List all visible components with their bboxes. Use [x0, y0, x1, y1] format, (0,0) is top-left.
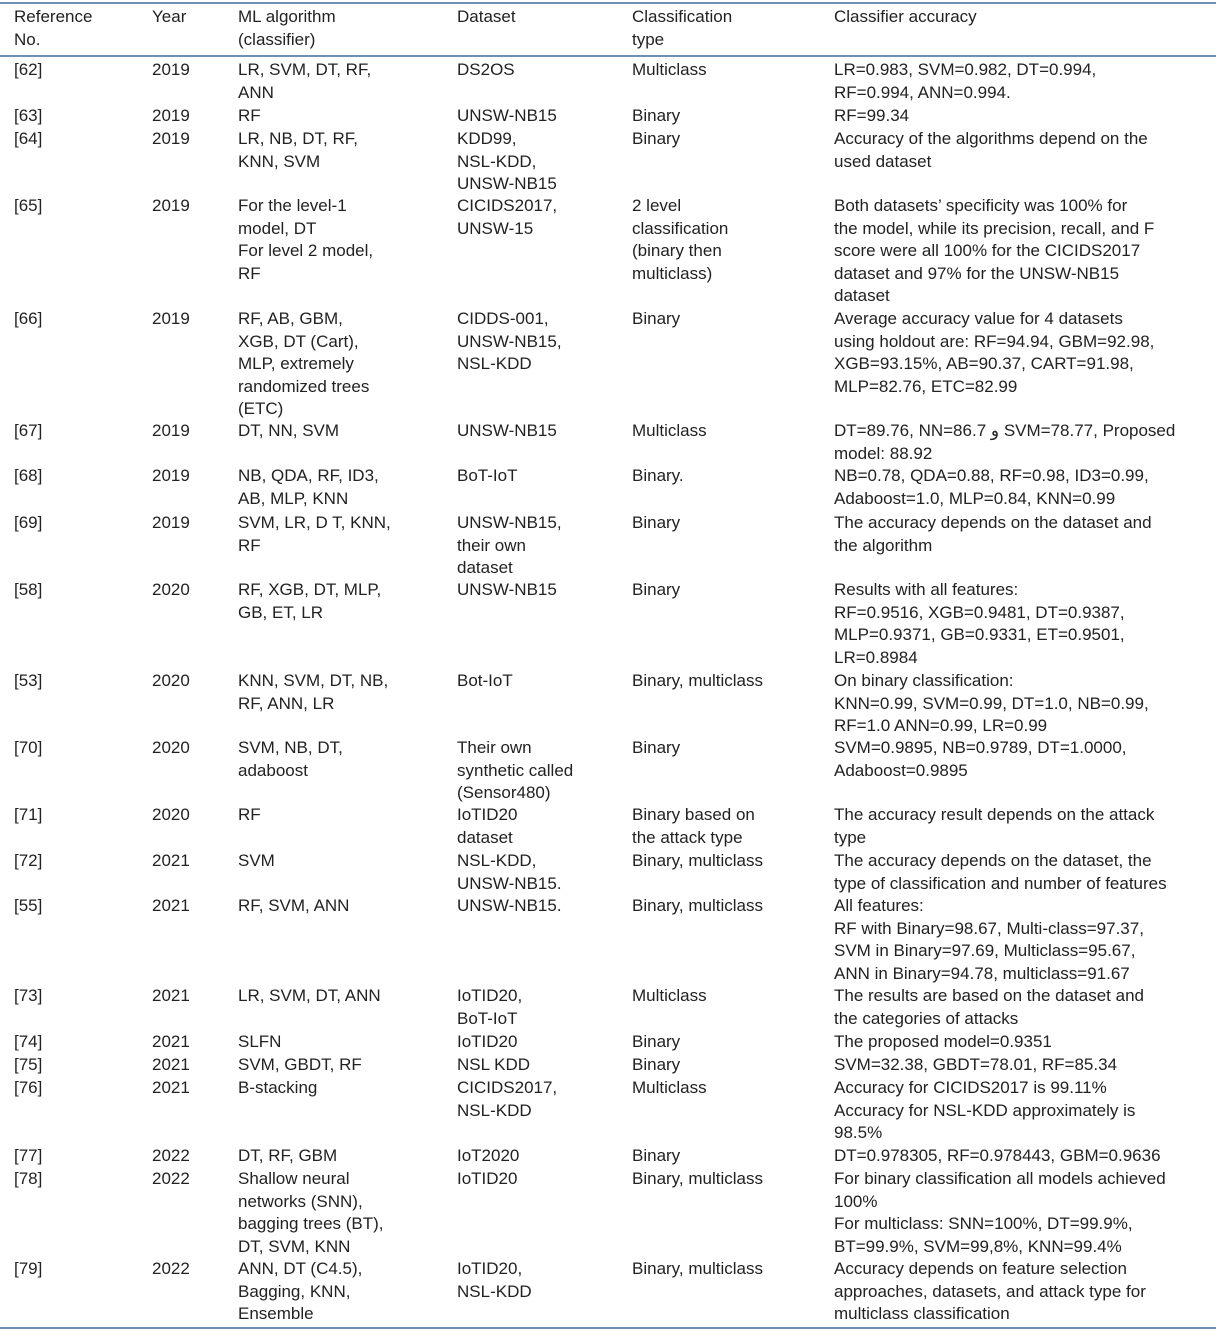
cell-year: 2020	[152, 671, 190, 690]
cell-year: 2021	[152, 1032, 190, 1051]
cell-classifier-accuracy: SVM=32.38, GBDT=78.01, RF=85.34	[834, 1055, 1118, 1074]
cell-year: 2021	[152, 1078, 190, 1097]
cell-year: 2022	[152, 1259, 190, 1278]
cell-dataset: IoTID20, BoT-IoT	[457, 986, 523, 1028]
cell-classifier-accuracy: The accuracy depends on the dataset, the type of classification and number of features	[834, 851, 1167, 893]
cell-dataset: IoTID20	[457, 1032, 518, 1051]
cell-reference-no: [58]	[14, 580, 43, 599]
cell-reference-no: [67]	[14, 421, 43, 440]
table-bottom-rule	[0, 1327, 1216, 1329]
cell-classification-type: Binary, multiclass	[632, 1259, 763, 1278]
cell-ml-algorithm: ANN, DT (C4.5), Bagging, KNN, Ensemble	[238, 1259, 363, 1323]
cell-classification-type: Multiclass	[632, 60, 707, 79]
cell-ml-algorithm: RF, AB, GBM, XGB, DT (Cart), MLP, extremely randomized trees (ETC)	[238, 309, 370, 418]
cell-classification-type: Binary	[632, 513, 681, 532]
cell-reference-no: [55]	[14, 896, 43, 915]
cell-classifier-accuracy: All features: RF with Binary=98.67, Multi-class=97.37, SVM in Binary=97.69, Multiclass=95.67, ANN in Binary=94.78, multiclass=91.67	[834, 896, 1144, 983]
cell-reference-no: [77]	[14, 1146, 43, 1165]
cell-classification-type: Binary	[632, 309, 681, 328]
cell-classifier-accuracy: DT=0.978305, RF=0.978443, GBM=0.9636	[834, 1146, 1161, 1165]
cell-classification-type: Multiclass	[632, 421, 707, 440]
cell-classification-type: Binary	[632, 1032, 681, 1051]
cell-year: 2022	[152, 1146, 190, 1165]
cell-ml-algorithm: DT, NN, SVM	[238, 421, 340, 440]
cell-reference-no: [73]	[14, 986, 43, 1005]
cell-classifier-accuracy: The results are based on the dataset and the categories of attacks	[834, 986, 1144, 1028]
cell-classification-type: Binary based on the attack type	[632, 805, 755, 847]
cell-dataset: UNSW-NB15	[457, 580, 557, 599]
cell-dataset: BoT-IoT	[457, 466, 518, 485]
cell-year: 2019	[152, 60, 190, 79]
cell-reference-no: [53]	[14, 671, 43, 690]
cell-year: 2019	[152, 513, 190, 532]
cell-classifier-accuracy: SVM=0.9895, NB=0.9789, DT=1.0000, Adaboost=0.9895	[834, 738, 1127, 780]
cell-classifier-accuracy: On binary classification: KNN=0.99, SVM=0.99, DT=1.0, NB=0.99, RF=1.0 ANN=0.99, LR=0.99	[834, 671, 1149, 735]
cell-reference-no: [75]	[14, 1055, 43, 1074]
cell-dataset: IoT2020	[457, 1146, 520, 1165]
cell-classifier-accuracy: Average accuracy value for 4 datasets using holdout are: RF=94.94, GBM=92.98, XGB=93.15%, AB=90.37, CART=91.98, MLP=82.76, ETC=82.99	[834, 309, 1155, 396]
cell-dataset: CICIDS2017, NSL-KDD	[457, 1078, 558, 1120]
cell-classifier-accuracy: The accuracy result depends on the attack type	[834, 805, 1155, 847]
cell-classification-type: Binary	[632, 1146, 681, 1165]
cell-dataset: NSL-KDD, UNSW-NB15.	[457, 851, 562, 893]
cell-year: 2021	[152, 1055, 190, 1074]
cell-ml-algorithm: Shallow neural networks (SNN), bagging trees (BT), DT, SVM, KNN	[238, 1169, 384, 1256]
cell-dataset: DS2OS	[457, 60, 515, 79]
cell-dataset: KDD99, NSL-KDD, UNSW-NB15	[457, 129, 557, 193]
cell-ml-algorithm: SVM, GBDT, RF	[238, 1055, 362, 1074]
cell-ml-algorithm: For the level-1 model, DT For level 2 model, RF	[238, 196, 374, 283]
table-top-rule	[0, 2, 1216, 4]
cell-dataset: Bot-IoT	[457, 671, 513, 690]
cell-classifier-accuracy: Accuracy for CICIDS2017 is 99.11% Accuracy for NSL-KDD approximately is 98.5%	[834, 1078, 1136, 1142]
cell-ml-algorithm: LR, NB, DT, RF, KNN, SVM	[238, 129, 358, 171]
cell-classifier-accuracy: DT=89.76, NN=86.7 و SVM=78.77, Proposed model: 88.92	[834, 421, 1176, 463]
cell-dataset: NSL KDD	[457, 1055, 531, 1074]
cell-classification-type: Binary.	[632, 466, 684, 485]
cell-classifier-accuracy: NB=0.78, QDA=0.88, RF=0.98, ID3=0.99, Adaboost=1.0, MLP=0.84, KNN=0.99	[834, 466, 1149, 508]
header-ml-algorithm: ML algorithm (classifier)	[238, 7, 336, 49]
cell-classification-type: Binary	[632, 738, 681, 757]
cell-classification-type: Binary, multiclass	[632, 851, 763, 870]
cell-classification-type: Binary, multiclass	[632, 1169, 763, 1188]
cell-reference-no: [66]	[14, 309, 43, 328]
cell-year: 2019	[152, 466, 190, 485]
cell-reference-no: [71]	[14, 805, 43, 824]
cell-year: 2019	[152, 196, 190, 215]
cell-classification-type: Binary, multiclass	[632, 896, 763, 915]
cell-ml-algorithm: SLFN	[238, 1032, 282, 1051]
cell-ml-algorithm: LR, SVM, DT, ANN	[238, 986, 381, 1005]
cell-year: 2019	[152, 106, 190, 125]
cell-reference-no: [78]	[14, 1169, 43, 1188]
cell-classifier-accuracy: The accuracy depends on the dataset and the algorithm	[834, 513, 1152, 555]
cell-year: 2020	[152, 580, 190, 599]
cell-ml-algorithm: RF, XGB, DT, MLP, GB, ET, LR	[238, 580, 382, 622]
cell-ml-algorithm: B-stacking	[238, 1078, 318, 1097]
cell-dataset: Their own synthetic called (Sensor480)	[457, 738, 574, 802]
cell-classification-type: Binary	[632, 580, 681, 599]
table-header-rule	[0, 55, 1216, 57]
cell-year: 2019	[152, 129, 190, 148]
cell-dataset: UNSW-NB15	[457, 106, 557, 125]
cell-dataset: IoTID20, NSL-KDD	[457, 1259, 532, 1301]
cell-classifier-accuracy: Results with all features: RF=0.9516, XGB=0.9481, DT=0.9387, MLP=0.9371, GB=0.9331, ET=0.9501, LR=0.8984	[834, 580, 1125, 667]
cell-ml-algorithm: RF, SVM, ANN	[238, 896, 350, 915]
cell-classifier-accuracy: Accuracy of the algorithms depend on the used dataset	[834, 129, 1148, 171]
cell-reference-no: [72]	[14, 851, 43, 870]
cell-classifier-accuracy: The proposed model=0.9351	[834, 1032, 1052, 1051]
cell-classification-type: Binary	[632, 1055, 681, 1074]
cell-classification-type: Binary, multiclass	[632, 671, 763, 690]
cell-ml-algorithm: KNN, SVM, DT, NB, RF, ANN, LR	[238, 671, 389, 713]
cell-classification-type: Multiclass	[632, 986, 707, 1005]
cell-dataset: IoTID20	[457, 1169, 518, 1188]
cell-reference-no: [69]	[14, 513, 43, 532]
header-classifier-accuracy: Classifier accuracy	[834, 7, 977, 26]
cell-ml-algorithm: SVM, LR, D T, KNN, RF	[238, 513, 391, 555]
cell-dataset: UNSW-NB15.	[457, 896, 562, 915]
header-year: Year	[152, 7, 187, 26]
cell-year: 2022	[152, 1169, 190, 1188]
cell-classifier-accuracy: RF=99.34	[834, 106, 910, 125]
cell-year: 2021	[152, 851, 190, 870]
cell-year: 2019	[152, 309, 190, 328]
cell-year: 2021	[152, 896, 190, 915]
cell-reference-no: [65]	[14, 196, 43, 215]
cell-year: 2019	[152, 421, 190, 440]
cell-reference-no: [63]	[14, 106, 43, 125]
cell-dataset: CICIDS2017, UNSW-15	[457, 196, 558, 238]
cell-reference-no: [70]	[14, 738, 43, 757]
cell-reference-no: [79]	[14, 1259, 43, 1278]
cell-reference-no: [64]	[14, 129, 43, 148]
header-classification-type: Classification type	[632, 7, 733, 49]
cell-reference-no: [68]	[14, 466, 43, 485]
cell-ml-algorithm: SVM	[238, 851, 275, 870]
cell-dataset: IoTID20 dataset	[457, 805, 518, 847]
header-reference-no: Reference No.	[14, 7, 93, 49]
cell-classification-type: Multiclass	[632, 1078, 707, 1097]
cell-ml-algorithm: RF	[238, 805, 261, 824]
cell-ml-algorithm: DT, RF, GBM	[238, 1146, 338, 1165]
cell-classifier-accuracy: Accuracy depends on feature selection approaches, datasets, and attack type for multiclass classification	[834, 1259, 1146, 1323]
cell-dataset: UNSW-NB15	[457, 421, 557, 440]
cell-classifier-accuracy: LR=0.983, SVM=0.982, DT=0.994, RF=0.994, ANN=0.994.	[834, 60, 1097, 102]
cell-year: 2020	[152, 805, 190, 824]
cell-year: 2021	[152, 986, 190, 1005]
cell-ml-algorithm: SVM, NB, DT, adaboost	[238, 738, 343, 780]
cell-ml-algorithm: NB, QDA, RF, ID3, AB, MLP, KNN	[238, 466, 379, 508]
cell-dataset: CIDDS-001, UNSW-NB15, NSL-KDD	[457, 309, 562, 373]
cell-reference-no: [74]	[14, 1032, 43, 1051]
cell-classification-type: Binary	[632, 106, 681, 125]
cell-classification-type: 2 level classification (binary then multiclass)	[632, 196, 729, 283]
cell-classification-type: Binary	[632, 129, 681, 148]
header-dataset: Dataset	[457, 7, 516, 26]
cell-reference-no: [76]	[14, 1078, 43, 1097]
cell-classifier-accuracy: Both datasets’ specificity was 100% for the model, while its precision, recall, and F score were all 100% for the CICIDS2017 dataset and 97% for the UNSW-NB15 dataset	[834, 196, 1155, 305]
cell-reference-no: [62]	[14, 60, 43, 79]
cell-year: 2020	[152, 738, 190, 757]
cell-ml-algorithm: RF	[238, 106, 261, 125]
cell-dataset: UNSW-NB15, their own dataset	[457, 513, 562, 577]
cell-classifier-accuracy: For binary classification all models achieved 100% For multiclass: SNN=100%, DT=99.9%, BT=99.9%, SVM=99,8%, KNN=99.4%	[834, 1169, 1166, 1256]
cell-ml-algorithm: LR, SVM, DT, RF, ANN	[238, 60, 372, 102]
